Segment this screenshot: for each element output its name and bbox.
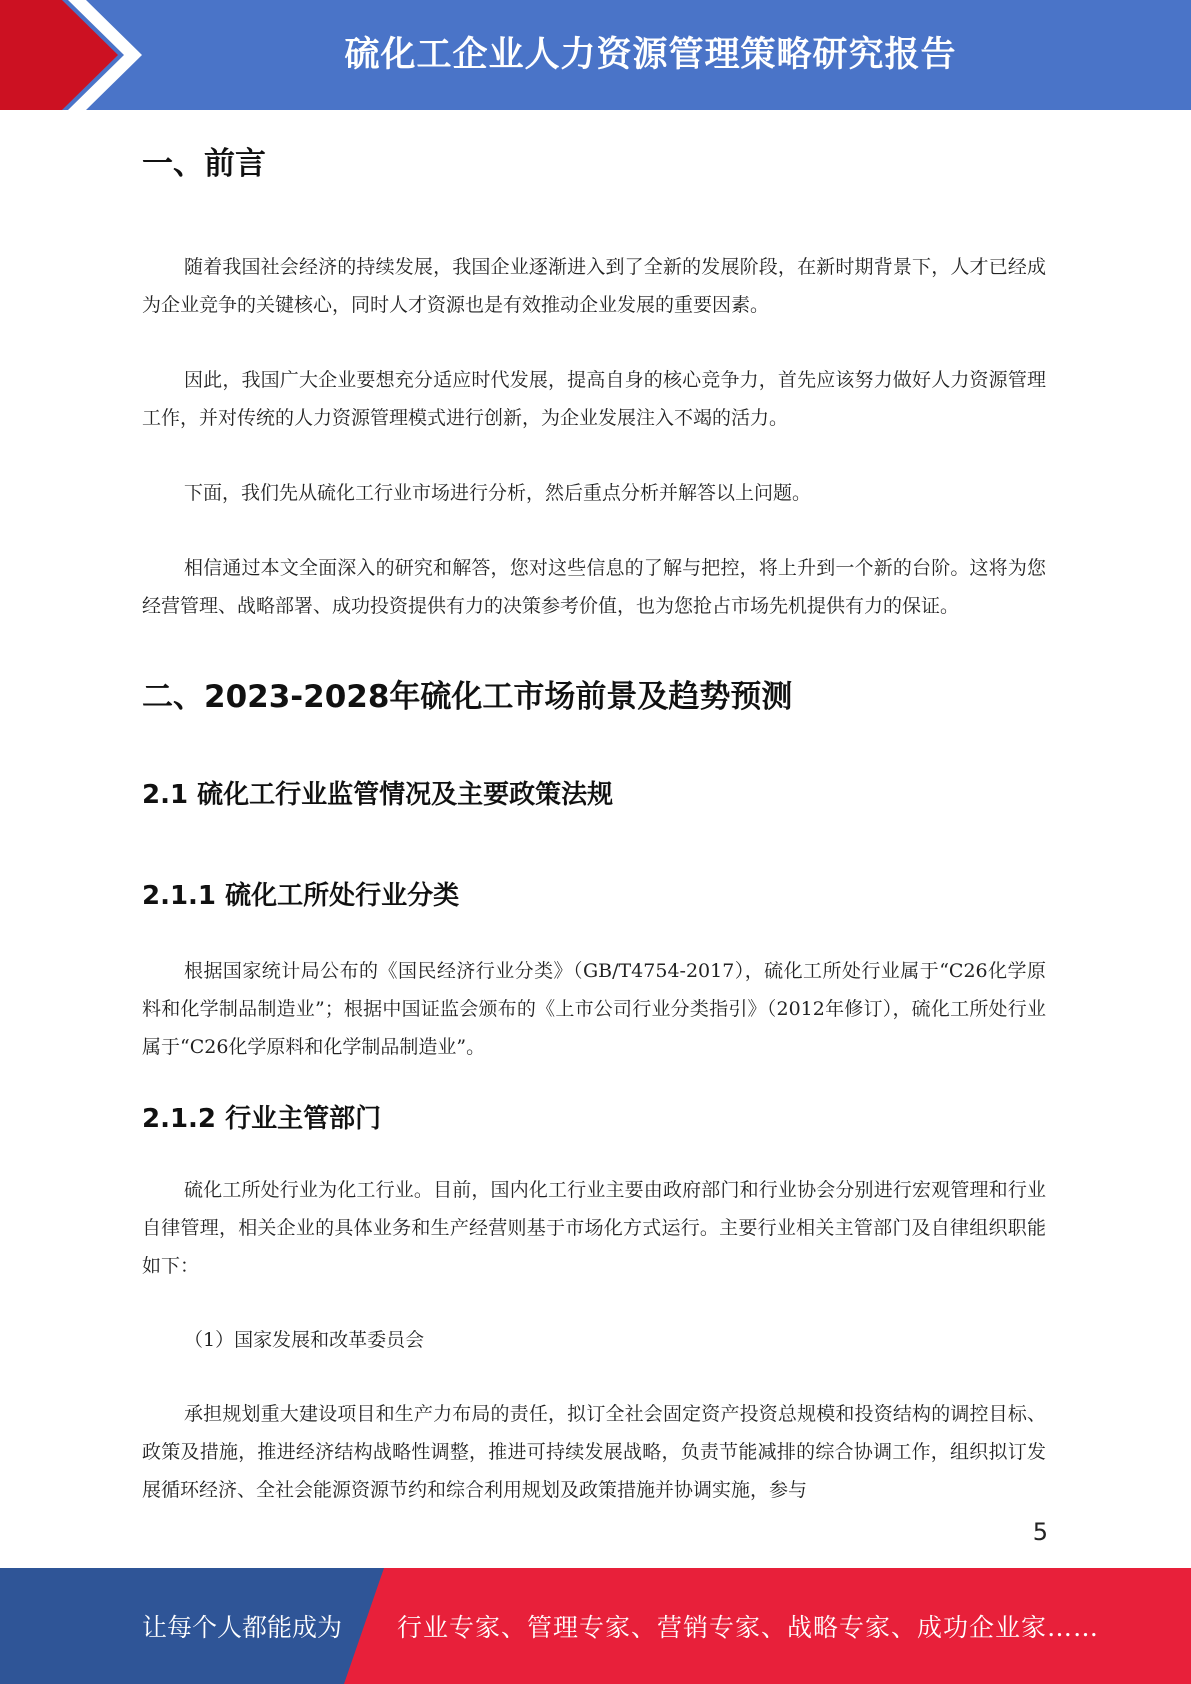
- paragraph: 相信通过本文全面深入的研究和解答，您对这些信息的了解与把控，将上升到一个新的台阶。这将为您经营管理、战略部署、成功投资提供有力的决策参考价值，也为您抢占市场先机提供有力的保证。: [142, 557, 1046, 617]
- page-footer: [0, 1568, 1191, 1684]
- paragraph: 根据国家统计局公布的《国民经济行业分类》（GB/T4754-2017），硫化工所处行业属于“C26化学原料和化学制品制造业”；根据中国证监会颁布的《上市公司行业分类指引》（2012年修订），硫化工所处行业属于“C26化学原料和化学制品制造业”。: [142, 960, 1046, 1058]
- report-title: 硫化工企业人力资源管理策略研究报告: [344, 35, 957, 75]
- footer-slogan-left: 让每个人都能成为: [142, 1613, 343, 1642]
- page-header: [0, 0, 1191, 110]
- document-body: [142, 128, 1046, 1509]
- section-heading-preface: 一、前言: [142, 146, 266, 182]
- paragraph: 硫化工所处行业为化工行业。目前，国内化工行业主要由政府部门和行业协会分别进行宏观管理和行业自律管理，相关企业的具体业务和生产经营则基于市场化方式运行。主要行业相关主管部门及自律组织职能如下：: [142, 1179, 1046, 1277]
- list-item: （1）国家发展和改革委员会: [184, 1329, 425, 1351]
- paragraph: 承担规划重大建设项目和生产力布局的责任，拟订全社会固定资产投资总规模和投资结构的调控目标、政策及措施，推进经济结构战略性调整，推进可持续发展战略，负责节能减排的综合协调工作，组织拟订发展循环经济、全社会能源资源节约和综合利用规划及政策措施并协调实施，参与: [142, 1403, 1046, 1501]
- subsection-heading-2-1-2: 2.1.2 行业主管部门: [142, 1104, 382, 1134]
- section-heading-market-outlook: 二、2023-2028年硫化工市场前景及趋势预测: [142, 679, 793, 715]
- paragraph: 下面，我们先从硫化工行业市场进行分析，然后重点分析并解答以上问题。: [184, 482, 812, 504]
- page-number: 5: [1032, 1518, 1048, 1546]
- paragraph: 随着我国社会经济的持续发展，我国企业逐渐进入到了全新的发展阶段，在新时期背景下，人才已经成为企业竞争的关键核心，同时人才资源也是有效推动企业发展的重要因素。: [142, 256, 1046, 316]
- subsection-heading-2-1-1: 2.1.1 硫化工所处行业分类: [142, 881, 460, 911]
- paragraph: 因此，我国广大企业要想充分适应时代发展，提高自身的核心竞争力，首先应该努力做好人力资源管理工作，并对传统的人力资源管理模式进行创新，为企业发展注入不竭的活力。: [142, 369, 1046, 429]
- footer-slogan-right: 行业专家、管理专家、营销专家、战略专家、成功企业家……: [397, 1613, 1100, 1642]
- subsection-heading-2-1: 2.1 硫化工行业监管情况及主要政策法规: [142, 780, 614, 810]
